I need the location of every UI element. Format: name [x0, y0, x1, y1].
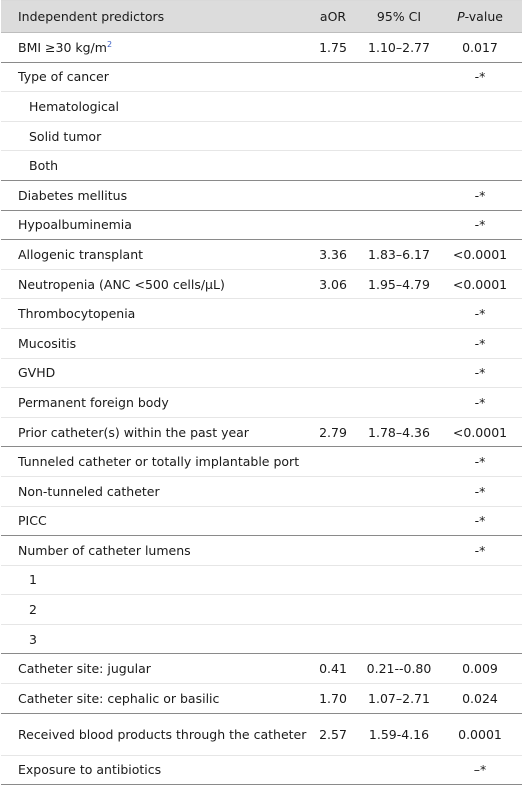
aor-cell: 3.36	[319, 246, 347, 262]
header-p-value	[439, 9, 521, 24]
predictor-cell: Type of cancer	[18, 69, 109, 85]
table-header-row	[1, 1, 522, 33]
predictor-cell: PICC	[18, 513, 47, 529]
ci-cell: 1.78–4.36	[368, 424, 430, 440]
table-row	[1, 714, 522, 756]
ci-cell: 1.10–2.77	[368, 39, 430, 55]
header-ci: 95% CI	[376, 9, 422, 24]
predictor-cell: 1	[29, 572, 37, 588]
table-row	[1, 595, 522, 625]
aor-cell: 2.79	[319, 424, 347, 440]
table-row	[1, 151, 522, 181]
table-row	[1, 654, 522, 684]
p-value-cell: -*	[474, 365, 486, 381]
p-value-cell: 0.017	[462, 39, 498, 55]
table-row	[1, 329, 522, 359]
predictor-cell: Hypoalbuminemia	[18, 217, 132, 233]
predictor-cell: 3	[29, 631, 37, 647]
predictor-cell: Hematological	[29, 98, 120, 114]
predictor-cell: Non-tunneled catheter	[18, 483, 160, 499]
table-row	[1, 756, 522, 786]
ci-cell: 1.59-4.16	[368, 726, 430, 742]
header-p-italic: P	[457, 9, 465, 24]
table-row	[1, 181, 522, 211]
header-aor: aOR	[319, 9, 347, 24]
table-row	[1, 388, 522, 418]
header-predictors: Independent predictors	[18, 9, 165, 24]
p-value-cell: -*	[474, 513, 486, 529]
table-row	[1, 299, 522, 329]
predictor-cell: Tunneled catheter or totally implantable port	[18, 454, 300, 470]
p-value-cell: -*	[474, 306, 486, 322]
table-row	[1, 359, 522, 389]
ci-cell: 1.83–6.17	[368, 246, 430, 262]
p-value-cell: -*	[474, 335, 486, 351]
table-row	[1, 92, 522, 122]
predictor-cell: Neutropenia (ANC <500 cells/μL)	[18, 276, 225, 292]
p-value-cell: -*	[474, 69, 486, 85]
predictor-cell: Permanent foreign body	[18, 394, 169, 410]
table-row	[1, 270, 522, 300]
predictor-cell: Number of catheter lumens	[18, 542, 191, 558]
predictor-cell: Solid tumor	[29, 128, 102, 144]
table-row	[1, 447, 522, 477]
aor-cell: 2.57	[319, 726, 347, 742]
p-value-cell: 0.024	[462, 690, 498, 706]
predictor-cell: Allogenic transplant	[18, 246, 144, 262]
p-value-cell: <0.0001	[452, 424, 508, 440]
aor-cell: 0.41	[319, 661, 347, 677]
p-value-cell: -*	[474, 542, 486, 558]
predictor-cell: 2	[29, 602, 37, 618]
predictor-cell	[1, 39, 307, 56]
p-value-cell: 0.0001	[458, 726, 502, 742]
table-row	[1, 211, 522, 241]
predictor-cell: Mucositis	[18, 335, 77, 351]
table-row	[1, 63, 522, 93]
header-p-rest: -value	[464, 9, 503, 24]
unit-superscript: 2	[106, 39, 113, 49]
p-value-cell: -*	[474, 187, 486, 203]
predictor-cell: Catheter site: cephalic or basilic	[18, 690, 220, 706]
predictor-cell: Catheter site: jugular	[18, 661, 151, 677]
p-value-cell: -*	[474, 483, 486, 499]
table-row	[1, 33, 522, 63]
p-value-cell: –*	[473, 762, 487, 778]
p-value-cell: -*	[474, 454, 486, 470]
predictor-cell: Both	[29, 158, 59, 174]
table-row	[1, 240, 522, 270]
predictors-table	[1, 0, 522, 785]
table-row	[1, 418, 522, 448]
p-value-cell: -*	[474, 217, 486, 233]
predictor-cell: Diabetes mellitus	[18, 187, 128, 203]
table-row	[1, 625, 522, 655]
p-value-cell: <0.0001	[452, 246, 508, 262]
table-row	[1, 536, 522, 566]
predictor-cell: GVHD	[18, 365, 56, 381]
predictor-cell: Exposure to antibiotics	[18, 762, 162, 778]
predictor-cell: Prior catheter(s) within the past year	[18, 424, 249, 440]
aor-cell: 3.06	[319, 276, 347, 292]
p-value-cell: <0.0001	[452, 276, 508, 292]
p-value-cell: 0.009	[462, 661, 498, 677]
aor-cell: 1.75	[319, 39, 347, 55]
table-row	[1, 566, 522, 596]
table-row	[1, 122, 522, 152]
predictor-cell: Thrombocytopenia	[18, 306, 136, 322]
table-row	[1, 507, 522, 537]
p-value-cell: -*	[474, 394, 486, 410]
table-row	[1, 684, 522, 714]
predictor-cell: Received blood products through the catheter	[18, 726, 307, 742]
ci-cell: 0.21--0.80	[366, 661, 432, 677]
aor-cell: 1.70	[319, 690, 347, 706]
predictor-label: BMI ≥30 kg/m	[18, 39, 107, 55]
ci-cell: 1.07–2.71	[368, 690, 430, 706]
table-row	[1, 477, 522, 507]
ci-cell: 1.95–4.79	[368, 276, 430, 292]
